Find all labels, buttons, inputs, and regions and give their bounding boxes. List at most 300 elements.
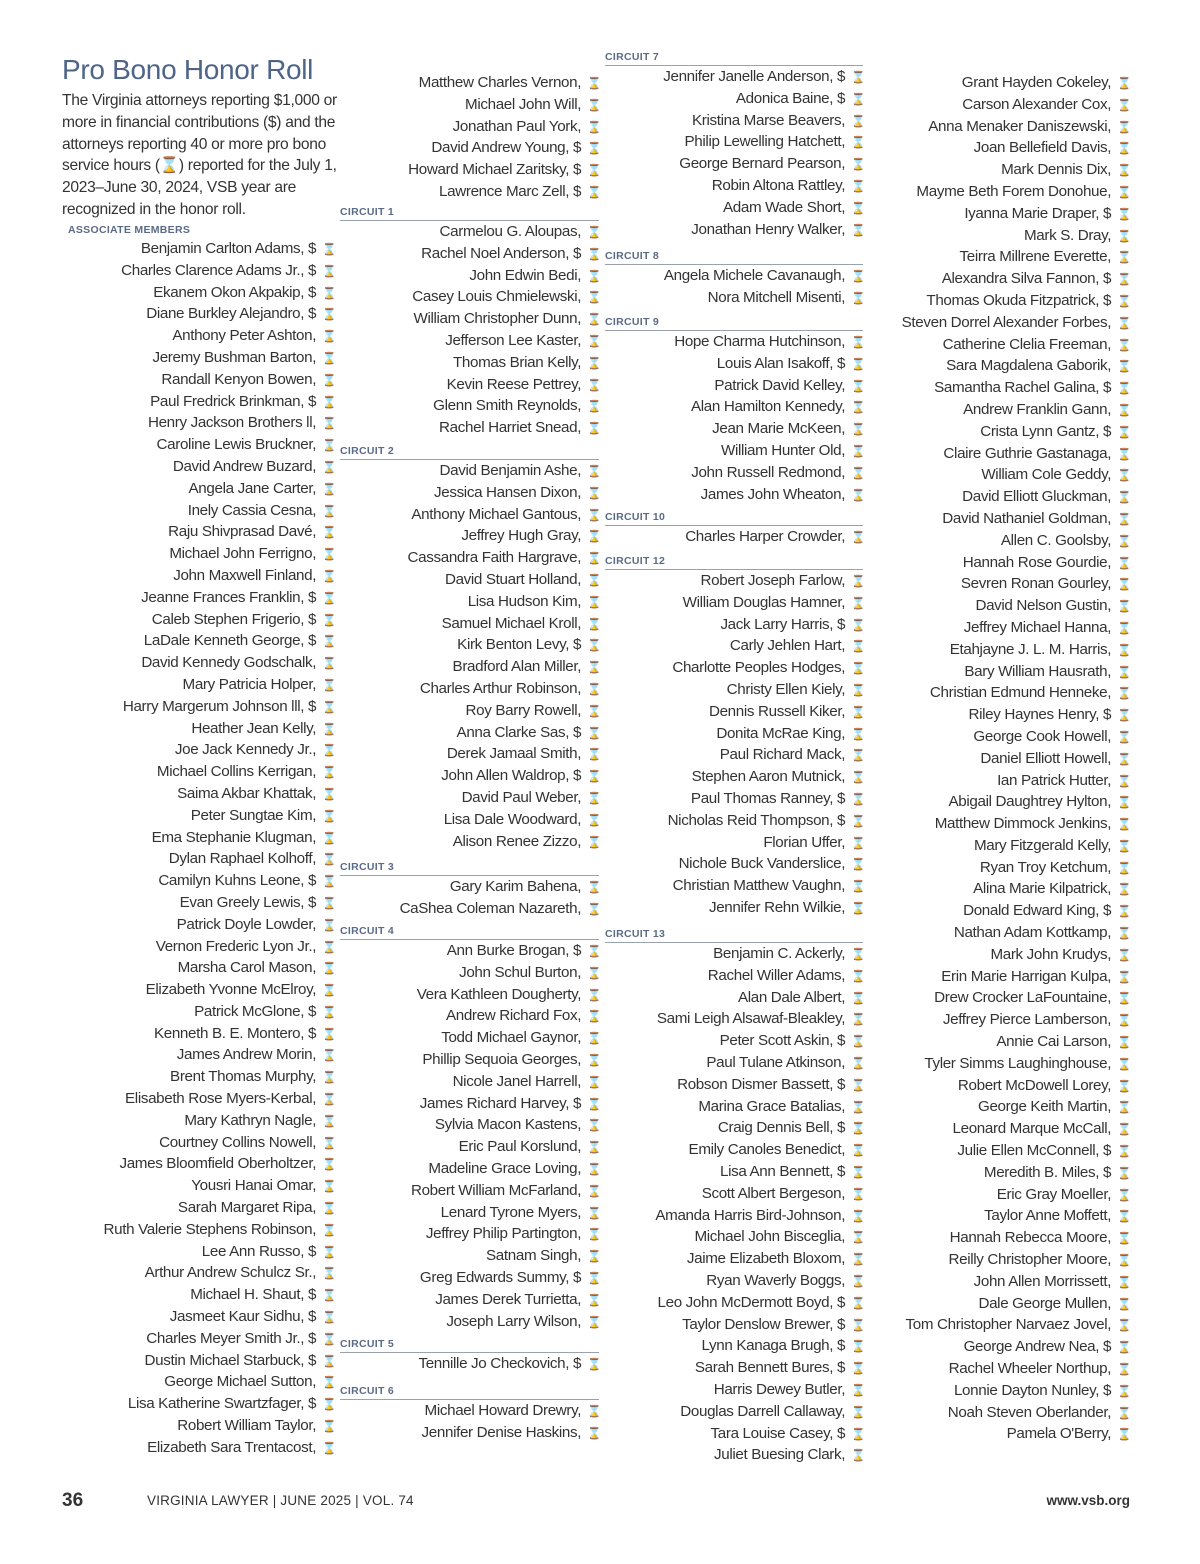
name-separator: ,: [577, 658, 585, 676]
hourglass-icon: ⌛: [1117, 862, 1131, 875]
attorney-name: Henry Jackson Brothers ll: [147, 414, 313, 432]
list-item: [900, 900, 1129, 922]
attorney-name: Marina Grace Batalias: [698, 1097, 842, 1115]
list-item: [605, 635, 863, 657]
hourglass-icon: ⌛: [1117, 143, 1131, 156]
list-item: [62, 652, 334, 674]
name-separator: ,: [1095, 291, 1104, 309]
attorney-name: Hope Charma Hutchinson: [674, 333, 842, 350]
name-separator: ,: [577, 679, 585, 697]
icon-spacer: [581, 1095, 585, 1112]
dollar-icon: $: [837, 68, 846, 85]
intro-paragraph: The Virginia attorneys reporting $1,000 or more in financial contributions ($) and the attorneys reporting 40 or more pro bono service hours (⌛) reported for the July 1, 2023–June 30, 2024, VSB year are recognized in the honor roll.: [62, 92, 337, 218]
icon-spacer: [316, 240, 320, 257]
hourglass-icon: ⌛: [322, 331, 336, 344]
name-separator: ,: [312, 1133, 320, 1151]
hourglass-icon: ⌛: [322, 461, 336, 474]
list-item: [900, 334, 1129, 356]
hourglass-icon: ⌛: [587, 1316, 601, 1329]
name-separator: ,: [829, 1075, 838, 1093]
list-item: [62, 936, 334, 958]
icon-spacer: [316, 1025, 320, 1042]
list-item: [340, 700, 599, 722]
dollar-icon: $: [837, 615, 846, 633]
list-item: [900, 290, 1129, 312]
attorney-name: Paul Richard Mack: [719, 746, 842, 764]
hourglass-icon: ⌛: [587, 1427, 601, 1440]
attorney-name: Daniel Elliott Howell: [980, 749, 1108, 767]
list-item: [605, 943, 863, 965]
attorney-name: Randall Kenyon Bowen: [161, 370, 313, 388]
list-item: [62, 1132, 334, 1154]
section-label: CIRCUIT 2: [340, 445, 395, 457]
list-item: [900, 1336, 1129, 1358]
hourglass-icon: ⌛: [851, 859, 865, 872]
list-item: [62, 979, 334, 1001]
hourglass-icon: ⌛: [1117, 971, 1131, 984]
name-separator: ,: [577, 483, 585, 501]
icon-spacer: [845, 68, 849, 85]
icon-spacer: [845, 1425, 849, 1442]
attorney-name: Angela Michele Cavanaugh: [663, 267, 842, 284]
name-separator: ,: [312, 741, 320, 759]
name-separator: ,: [300, 305, 309, 323]
icon-spacer: [316, 1243, 320, 1260]
name-separator: ,: [841, 1010, 849, 1028]
name-separator: ,: [841, 1250, 849, 1268]
name-list: [340, 940, 599, 1332]
name-separator: ,: [841, 133, 849, 151]
attorney-name: Adam Wade Short: [722, 198, 842, 216]
list-item: [62, 718, 334, 740]
name-separator: ,: [577, 1402, 585, 1419]
attorney-name: Mary Fitzgerald Kelly: [973, 836, 1108, 854]
name-separator: ,: [300, 893, 309, 911]
attorney-name: Tom Christopher Narvaez Jovel: [905, 1316, 1108, 1334]
name-separator: ,: [577, 1181, 585, 1199]
icon-spacer: [1111, 706, 1115, 723]
name-separator: ,: [577, 1290, 585, 1308]
list-item: [900, 355, 1129, 377]
hourglass-icon: ⌛: [851, 1014, 865, 1027]
hourglass-icon: ⌛: [587, 662, 601, 675]
attorney-name: Benjamin C. Ackerly: [713, 945, 842, 962]
name-separator: ,: [841, 1141, 849, 1159]
hourglass-icon: ⌛: [1117, 165, 1131, 178]
honor-roll-section: [900, 72, 1129, 1445]
attorney-name: Joseph Larry Wilson: [446, 1312, 578, 1330]
attorney-name: Charles Clarence Adams Jr.: [121, 261, 301, 279]
attorney-name: Vernon Frederic Lyon Jr.: [155, 937, 313, 955]
hourglass-icon: ⌛: [587, 1120, 601, 1133]
name-separator: ,: [577, 375, 585, 393]
name-separator: ,: [1107, 989, 1115, 1007]
icon-spacer: [316, 284, 320, 301]
attorney-name: Nicole Janel Harrell: [452, 1072, 578, 1090]
attorney-name: Vera Kathleen Dougherty: [416, 985, 578, 1003]
list-item: [340, 374, 599, 396]
list-item: [900, 1423, 1129, 1445]
attorney-name: Raju Shivprasad Davé: [168, 523, 313, 541]
list-item: [900, 399, 1129, 421]
hourglass-icon: ⌛: [587, 1294, 601, 1307]
name-separator: ,: [312, 545, 320, 563]
section-label: CIRCUIT 3: [340, 861, 395, 873]
icon-spacer: [581, 724, 585, 741]
attorney-name: John Allen Waldrop: [441, 767, 566, 785]
attorney-name: Jaime Elizabeth Bloxom: [686, 1250, 842, 1268]
dollar-icon: $: [573, 1094, 582, 1112]
list-item: [340, 395, 599, 417]
name-separator: ,: [312, 327, 320, 345]
website-link[interactable]: www.vsb.org: [1046, 1493, 1130, 1508]
name-separator: ,: [1107, 1360, 1115, 1378]
list-item: [900, 682, 1129, 704]
list-item: [605, 88, 863, 110]
hourglass-icon: ⌛: [851, 815, 865, 828]
honor-roll-section: [340, 920, 599, 1332]
dollar-icon: $: [837, 1075, 846, 1093]
name-separator: ,: [841, 398, 849, 416]
hourglass-icon: ⌛: [1117, 1255, 1131, 1268]
name-separator: ,: [1095, 1142, 1104, 1160]
hourglass-icon: ⌛: [587, 292, 601, 305]
list-item: [62, 674, 334, 696]
list-item: [900, 661, 1129, 683]
attorney-name: Eric Gray Moeller: [996, 1185, 1108, 1203]
name-separator: ,: [312, 501, 320, 519]
name-separator: ,: [312, 414, 320, 432]
hourglass-icon: ⌛: [322, 788, 336, 801]
list-item: [605, 1357, 863, 1379]
list-item: [900, 770, 1129, 792]
list-item: [605, 1248, 863, 1270]
icon-spacer: [316, 262, 320, 279]
attorney-name: Evan Greely Lewis: [179, 893, 301, 911]
list-item: [900, 878, 1129, 900]
attorney-name: Thomas Okuda Fitzpatrick: [926, 291, 1096, 309]
hourglass-icon: ⌛: [851, 137, 865, 150]
attorney-name: Julie Ellen McConnell: [957, 1142, 1096, 1160]
name-separator: ,: [565, 1094, 574, 1112]
attorney-name: Todd Michael Gaynor: [441, 1029, 578, 1047]
page-number: 36: [62, 1490, 84, 1511]
hourglass-icon: ⌛: [851, 1057, 865, 1070]
hourglass-icon: ⌛: [851, 1210, 865, 1223]
attorney-name: Diane Burkley Alejandro: [146, 305, 301, 323]
name-separator: ,: [841, 572, 849, 589]
list-item: [340, 181, 599, 203]
section-label: ASSOCIATE MEMBERS: [68, 224, 191, 236]
icon-spacer: [1111, 423, 1115, 440]
hourglass-icon: ⌛: [587, 227, 601, 239]
list-item: [605, 66, 863, 88]
attorney-name: Donald Edward King: [963, 902, 1096, 920]
attorney-name: Nicholas Reid Thompson: [667, 811, 830, 829]
list-item: [605, 965, 863, 987]
icon-spacer: [581, 942, 585, 959]
dollar-icon: $: [308, 392, 317, 410]
list-item: [62, 805, 334, 827]
list-item: [62, 1066, 334, 1088]
honor-roll-section: [605, 506, 863, 548]
hourglass-icon: ⌛: [851, 202, 865, 215]
name-list: [340, 72, 599, 203]
hourglass-icon: ⌛: [1117, 361, 1131, 374]
hourglass-icon: ⌛: [322, 309, 336, 322]
dollar-icon: $: [308, 1002, 317, 1020]
name-separator: ,: [312, 1417, 320, 1435]
attorney-name: David Benjamin Ashe: [439, 462, 578, 479]
hourglass-icon: ⌛: [587, 165, 601, 178]
list-item: [900, 922, 1129, 944]
hourglass-icon: ⌛: [851, 1036, 865, 1049]
attorney-name: Marsha Carol Mason: [177, 959, 313, 977]
icon-spacer: [581, 636, 585, 653]
list-item: [62, 282, 334, 304]
list-item: [900, 421, 1129, 443]
attorney-name: William Christopher Dunn: [413, 310, 578, 328]
name-separator: ,: [565, 723, 574, 741]
list-item: [340, 1071, 599, 1093]
hourglass-icon: ⌛: [851, 619, 865, 632]
attorney-name: Caroline Lewis Bruckner: [156, 436, 313, 454]
attorney-name: George Michael Sutton: [164, 1373, 313, 1391]
attorney-name: Jennifer Janelle Anderson: [663, 68, 830, 85]
name-separator: ,: [841, 855, 849, 873]
attorney-name: Caleb Stephen Frigerio: [151, 610, 301, 628]
dollar-icon: $: [837, 354, 846, 372]
list-item: [605, 1444, 863, 1466]
attorney-name: John Maxwell Finland: [173, 566, 313, 584]
list-item: [62, 892, 334, 914]
dollar-icon: $: [308, 1286, 317, 1304]
name-separator: ,: [312, 806, 320, 824]
hourglass-icon: ⌛: [1117, 1429, 1131, 1442]
hourglass-icon: ⌛: [851, 881, 865, 894]
hourglass-icon: ⌛: [851, 402, 865, 415]
list-item: [900, 1227, 1129, 1249]
icon-spacer: [845, 616, 849, 633]
hourglass-icon: ⌛: [1117, 797, 1131, 810]
attorney-name: David Nelson Gustin: [975, 597, 1108, 615]
attorney-name: Jack Larry Harris: [720, 615, 830, 633]
hourglass-icon: ⌛: [1117, 1058, 1131, 1071]
attorney-name: Leonard Marque McCall: [952, 1120, 1108, 1138]
section-label: CIRCUIT 5: [340, 1338, 395, 1350]
attorney-name: Bary William Hausrath: [964, 662, 1108, 680]
section-header: [340, 201, 599, 221]
name-separator: ,: [1107, 771, 1115, 789]
honor-roll-section: [605, 46, 863, 240]
attorney-name: Ryan Troy Ketchum: [979, 858, 1108, 876]
list-item: [605, 657, 863, 679]
list-item: [340, 1400, 599, 1422]
name-separator: ,: [300, 1395, 309, 1413]
name-separator: ,: [300, 1286, 309, 1304]
name-separator: ,: [1107, 248, 1115, 266]
name-list: [340, 221, 599, 439]
list-item: [605, 1096, 863, 1118]
list-item: [340, 940, 599, 962]
name-separator: ,: [1107, 1251, 1115, 1269]
attorney-name: Roy Barry Rowell: [465, 701, 578, 719]
icon-spacer: [581, 183, 585, 200]
dollar-icon: $: [837, 1032, 846, 1050]
name-separator: ,: [577, 899, 585, 917]
list-item: [900, 595, 1129, 617]
list-item: [900, 1162, 1129, 1184]
hourglass-icon: ⌛: [1117, 579, 1131, 592]
name-separator: ,: [841, 877, 849, 895]
icon-spacer: [581, 161, 585, 178]
icon-spacer: [845, 90, 849, 107]
attorney-name: Peter Scott Askin: [719, 1032, 830, 1050]
name-separator: ,: [577, 1423, 585, 1441]
attorney-name: Catherine Clelia Freeman: [942, 335, 1108, 353]
list-item: [62, 1001, 334, 1023]
list-item: [62, 1437, 334, 1459]
name-separator: ,: [300, 1024, 309, 1042]
honor-roll-section: [340, 201, 599, 439]
list-item: [62, 1262, 334, 1284]
hourglass-icon: ⌛: [322, 418, 336, 431]
attorney-name: Jonathan Henry Walker: [691, 220, 842, 238]
attorney-name: Ruth Valerie Stephens Robinson: [103, 1220, 313, 1238]
icon-spacer: [316, 1352, 320, 1369]
icon-spacer: [581, 1355, 585, 1372]
list-item: [62, 609, 334, 631]
attorney-name: Ryan Waverly Boggs: [706, 1271, 842, 1289]
icon-spacer: [845, 1119, 849, 1136]
name-separator: ,: [1107, 509, 1115, 527]
list-item: [605, 1117, 863, 1139]
name-separator: ,: [1095, 422, 1104, 440]
list-item: [900, 464, 1129, 486]
hourglass-icon: ⌛: [587, 640, 601, 653]
hourglass-icon: ⌛: [851, 949, 865, 961]
list-item: [62, 1219, 334, 1241]
list-item: [340, 1027, 599, 1049]
hourglass-icon: ⌛: [587, 1098, 601, 1111]
list-item: [605, 1423, 863, 1445]
name-separator: ,: [1107, 531, 1115, 549]
attorney-name: Alexandra Silva Fannon: [941, 270, 1096, 288]
list-item: [62, 347, 334, 369]
list-item: [340, 678, 599, 700]
attorney-name: Samuel Michael Kroll: [441, 614, 578, 632]
list-item: [900, 443, 1129, 465]
list-item: [340, 1245, 599, 1267]
hourglass-icon: ⌛: [851, 1428, 865, 1441]
name-separator: ,: [565, 244, 574, 262]
name-separator: ,: [841, 746, 849, 764]
list-item: [62, 1023, 334, 1045]
name-separator: ,: [1095, 706, 1104, 724]
section-label: CIRCUIT 7: [605, 51, 660, 63]
dollar-icon: $: [308, 305, 317, 323]
dollar-icon: $: [308, 1329, 317, 1347]
name-separator: ,: [841, 111, 849, 129]
attorney-name: Anthony Peter Ashton: [172, 327, 313, 345]
dollar-icon: $: [573, 942, 582, 959]
name-separator: ,: [300, 610, 309, 628]
attorney-name: Matthew Dimmock Jenkins: [934, 815, 1108, 833]
name-separator: ,: [300, 283, 309, 301]
name-separator: ,: [1107, 1033, 1115, 1051]
attorney-name: Jeffrey Michael Hanna: [963, 618, 1108, 636]
section-header: [605, 245, 863, 265]
list-item: [605, 1270, 863, 1292]
attorney-name: Joan Bellefield Davis: [973, 139, 1108, 157]
name-separator: ,: [829, 1119, 838, 1137]
icon-spacer: [1111, 270, 1115, 287]
attorney-name: David Elliott Gluckman: [962, 488, 1108, 506]
hourglass-icon: ⌛: [1117, 295, 1131, 308]
name-separator: ,: [565, 161, 574, 179]
name-separator: ,: [312, 479, 320, 497]
attorney-name: George Keith Martin: [977, 1098, 1108, 1116]
hourglass-icon: ⌛: [851, 706, 865, 719]
attorney-name: Arthur Andrew Schulcz Sr.: [144, 1264, 313, 1282]
hourglass-icon: ⌛: [587, 78, 601, 90]
list-item: [62, 587, 334, 609]
name-separator: ,: [841, 288, 849, 306]
list-item: [605, 766, 863, 788]
attorney-name: Taylor Anne Moffett: [984, 1207, 1108, 1225]
name-separator: ,: [312, 370, 320, 388]
list-item: [62, 630, 334, 652]
attorney-name: Charles Meyer Smith Jr.: [146, 1329, 301, 1347]
hourglass-icon: ⌛: [851, 902, 865, 915]
attorney-name: Robert McDowell Lorey: [957, 1076, 1108, 1094]
name-separator: ,: [312, 1199, 320, 1217]
hourglass-icon: ⌛: [1117, 1233, 1131, 1246]
name-separator: ,: [841, 659, 849, 677]
dollar-icon: $: [573, 182, 582, 200]
name-separator: ,: [577, 832, 585, 850]
attorney-name: Riley Haynes Henry: [968, 706, 1096, 724]
list-item: [62, 1197, 334, 1219]
hourglass-icon: ⌛: [322, 287, 336, 300]
list-item: [340, 1267, 599, 1289]
hourglass-icon: ⌛: [851, 72, 865, 84]
icon-spacer: [316, 1308, 320, 1325]
name-separator: ,: [1107, 313, 1115, 331]
attorney-name: Gary Karim Bahena: [449, 878, 578, 895]
attorney-name: Paul Fredrick Brinkman: [150, 392, 301, 410]
dollar-icon: $: [837, 1293, 846, 1311]
name-separator: ,: [312, 850, 320, 868]
attorney-name: Dylan Raphael Kolhoff: [168, 850, 313, 868]
name-separator: ,: [577, 570, 585, 588]
hourglass-icon: ⌛: [322, 505, 336, 518]
hourglass-icon: ⌛: [587, 882, 601, 894]
hourglass-icon: ⌛: [587, 1185, 601, 1198]
attorney-name: Mary Patricia Holper: [182, 675, 313, 693]
list-item: [340, 831, 599, 853]
name-list: [605, 265, 863, 309]
hourglass-icon: ⌛: [1117, 121, 1131, 134]
attorney-name: Samantha Rachel Galina: [934, 379, 1096, 397]
hourglass-icon: ⌛: [587, 574, 601, 587]
list-item: [62, 369, 334, 391]
hourglass-icon: ⌛: [587, 1142, 601, 1155]
hourglass-icon: ⌛: [587, 1054, 601, 1067]
hourglass-icon: ⌛: [322, 1442, 336, 1455]
name-separator: ,: [577, 985, 585, 1003]
icon-spacer: [316, 1330, 320, 1347]
